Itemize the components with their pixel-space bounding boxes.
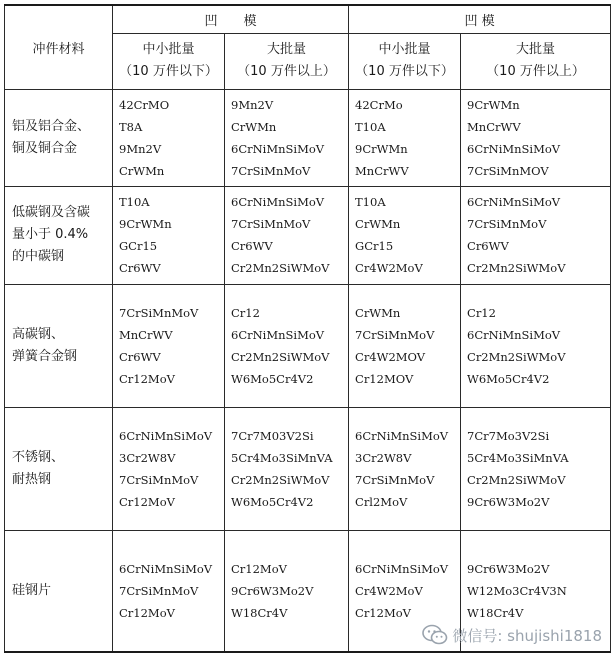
material-cell: 低碳钢及含碳 量小于 0.4% 的中碳钢: [5, 186, 113, 284]
grade-cell: 9CrWMn MnCrWV 6CrNiMnSiMoV 7CrSiMnMOV: [461, 89, 611, 186]
grade-cell: 6CrNiMnSiMoV 3Cr2W8V 7CrSiMnMoV Cr12MoV: [113, 407, 225, 530]
material-cell: 铝及铝合金、 铜及铜合金: [5, 89, 113, 186]
material-cell: 不锈钢、 耐热钢: [5, 407, 113, 530]
header-punch: 凹 模: [113, 5, 349, 33]
grade-cell: 6CrNiMnSiMoV 7CrSiMnMoV Cr6WV Cr2Mn2SiWMoV: [461, 186, 611, 284]
table-row: [5, 89, 611, 186]
header-large-batch-2: 大批量 （10 万件以上）: [461, 33, 611, 89]
material-cell: 高碳钢、 弹簧合金钢: [5, 284, 113, 407]
table-row: [5, 284, 611, 407]
grade-cell: T10A 9CrWMn GCr15 Cr6WV: [113, 186, 225, 284]
grade-cell: 7Cr7M03V2Si 5Cr4Mo3SiMnVA Cr2Mn2SiWMoV W6Mo5Cr4V2: [225, 407, 349, 530]
grade-cell: 7Cr7Mo3V2Si 5Cr4Mo3SiMnVA Cr2Mn2SiWMoV 9Cr6W3Mo2V: [461, 407, 611, 530]
grade-cell: 6CrNiMnSiMoV 7CrSiMnMoV Cr12MoV: [113, 530, 225, 652]
grade-cell: 42CrMO T8A 9Mn2V CrWMn: [113, 89, 225, 186]
material-cell: 硅钢片: [5, 530, 113, 652]
header-material: 冲件材料: [5, 5, 113, 89]
grade-cell: 6CrNiMnSiMoV Cr4W2MoV Cr12MoV: [349, 530, 461, 652]
grade-cell: 7CrSiMnMoV MnCrWV Cr6WV Cr12MoV: [113, 284, 225, 407]
grade-cell: Cr12MoV 9Cr6W3Mo2V W18Cr4V: [225, 530, 349, 652]
grade-cell: T10A CrWMn GCr15 Cr4W2MoV: [349, 186, 461, 284]
grade-cell: Cr12 6CrNiMnSiMoV Cr2Mn2SiWMoV W6Mo5Cr4V2: [225, 284, 349, 407]
table-row: [5, 407, 611, 530]
grade-cell: 9Cr6W3Mo2V W12Mo3Cr4V3N W18Cr4V: [461, 530, 611, 652]
wechat-icon: [422, 624, 448, 646]
grade-cell: 6CrNiMnSiMoV 7CrSiMnMoV Cr6WV Cr2Mn2SiWMoV: [225, 186, 349, 284]
header-small-batch-2: 中小批量 （10 万件以下）: [349, 33, 461, 89]
header-die: 凹 模: [349, 5, 611, 33]
header-row-1: [5, 5, 611, 33]
watermark: [422, 624, 602, 646]
grade-cell: Cr12 6CrNiMnSiMoV Cr2Mn2SiWMoV W6Mo5Cr4V2: [461, 284, 611, 407]
grade-cell: 9Mn2V CrWMn 6CrNiMnSiMoV 7CrSiMnMoV: [225, 89, 349, 186]
grade-cell: CrWMn 7CrSiMnMoV Cr4W2MOV Cr12MOV: [349, 284, 461, 407]
grade-cell: 6CrNiMnSiMoV 3Cr2W8V 7CrSiMnMoV Crl2MoV: [349, 407, 461, 530]
table-row: [5, 186, 611, 284]
die-material-table: [4, 4, 611, 653]
watermark-text: 微信号: shujishi1818: [452, 626, 602, 645]
header-large-batch-1: 大批量 （10 万件以上）: [225, 33, 349, 89]
header-small-batch-1: 中小批量 （10 万件以下）: [113, 33, 225, 89]
grade-cell: 42CrMo T10A 9CrWMn MnCrWV: [349, 89, 461, 186]
